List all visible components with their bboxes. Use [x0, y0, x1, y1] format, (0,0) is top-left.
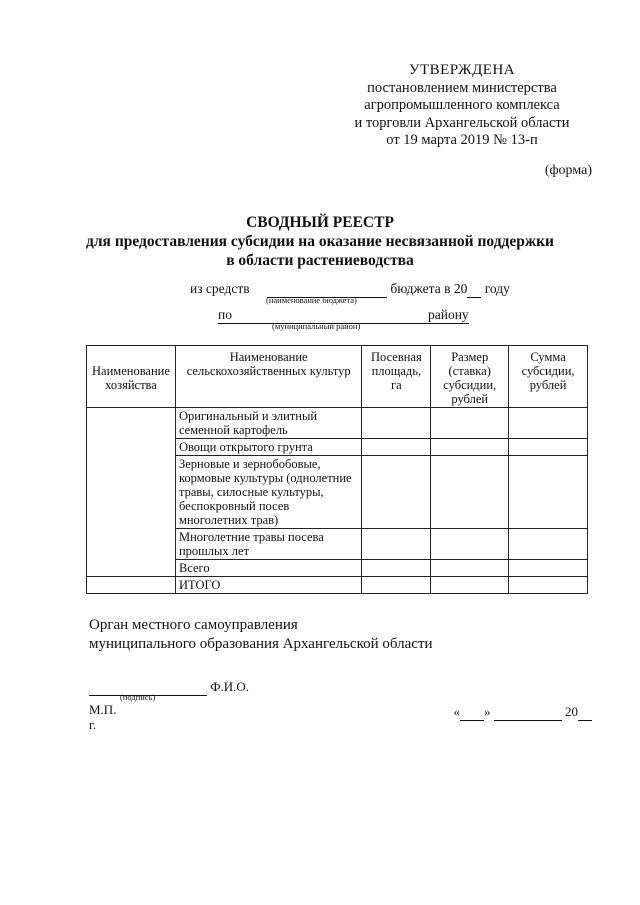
header-crops: Наименование сельскохозяйственных культур — [175, 346, 361, 408]
year-field[interactable] — [467, 281, 481, 298]
stamp-block — [89, 702, 116, 732]
open-quote: « — [453, 704, 460, 719]
approval-line: агропромышленного комплекса — [364, 97, 560, 113]
sum-cell[interactable] — [509, 456, 588, 529]
year-prefix: 20 — [565, 704, 578, 719]
farm-name-cell[interactable] — [87, 408, 176, 577]
header-area: Посевная площадь, га — [362, 346, 431, 408]
sum-cell[interactable] — [509, 439, 588, 456]
district-prefix: по — [218, 307, 232, 322]
rate-cell[interactable] — [431, 560, 509, 577]
close-quote: » — [484, 704, 491, 719]
grand-total-empty — [87, 577, 176, 594]
approval-line: от 19 марта 2019 № 13-п — [386, 132, 538, 148]
grand-total-row — [87, 577, 588, 594]
date-line — [454, 704, 593, 721]
area-cell[interactable] — [362, 577, 431, 594]
organ-block — [89, 616, 433, 654]
table-row — [87, 408, 588, 439]
crop-cell: Многолетние травы посева прошлых лет — [175, 529, 361, 560]
month-field[interactable] — [494, 704, 562, 721]
title-line: для предоставления субсидии на оказание несвязанной поддержки — [86, 233, 554, 250]
approval-block — [332, 62, 592, 150]
organ-line: муниципального образования Архангельской области — [89, 636, 433, 652]
rate-cell[interactable] — [431, 577, 509, 594]
registry-table — [86, 345, 588, 594]
approval-line: постановлением министерства — [367, 79, 557, 96]
area-cell[interactable] — [362, 560, 431, 577]
header-farm: Наименование хозяйства — [87, 346, 176, 408]
crop-cell: Овощи открытого грунта — [175, 439, 361, 456]
sum-cell[interactable] — [509, 408, 588, 439]
signature-line — [89, 679, 249, 696]
title-main: СВОДНЫЙ РЕЕСТР — [246, 214, 394, 231]
approval-heading: УТВЕРЖДЕНА — [408, 62, 516, 78]
rate-cell[interactable] — [431, 456, 509, 529]
budget-suffix: бюджета в 20 — [390, 281, 468, 296]
sum-cell[interactable] — [509, 529, 588, 560]
rate-cell[interactable] — [431, 439, 509, 456]
sum-cell[interactable] — [509, 577, 588, 594]
table-header-row — [87, 346, 588, 408]
area-cell[interactable] — [362, 408, 431, 439]
title-line: в области растениеводства — [226, 252, 414, 269]
budget-hint: (наименование бюджета) — [266, 295, 357, 305]
crop-cell: Зерновые и зернобобовые, кормовые культуры (однолетние травы, силосные культуры, беспокровный посев многолетних трав) — [175, 456, 361, 529]
crop-cell: Оригинальный и элитный семенной картофель — [175, 408, 361, 439]
form-label: (форма) — [544, 163, 592, 178]
total-label: Всего — [175, 560, 361, 577]
mp-label: М.П. — [89, 702, 117, 717]
budget-prefix: из средств — [190, 281, 250, 296]
document-title — [0, 213, 640, 270]
rate-cell[interactable] — [431, 529, 509, 560]
date-year-field[interactable] — [578, 704, 592, 721]
district-hint: (муниципальный район) — [272, 321, 361, 331]
fio-label: Ф.И.О. — [210, 679, 250, 694]
grand-total-label: ИТОГО — [175, 577, 361, 594]
area-cell[interactable] — [362, 439, 431, 456]
signature-hint: (подпись) — [120, 692, 156, 702]
sum-cell[interactable] — [509, 560, 588, 577]
day-field[interactable] — [460, 704, 484, 721]
organ-line: Орган местного самоуправления — [89, 617, 298, 633]
district-suffix: району — [427, 307, 469, 322]
header-rate: Размер (ставка) субсидии, рублей — [431, 346, 509, 408]
approval-line: и торговли Архангельской области — [354, 114, 570, 131]
header-sum: Сумма субсидии, рублей — [509, 346, 588, 408]
area-cell[interactable] — [362, 456, 431, 529]
rate-cell[interactable] — [431, 408, 509, 439]
g-label: г. — [89, 717, 97, 732]
year-suffix: году — [484, 281, 510, 296]
area-cell[interactable] — [362, 529, 431, 560]
